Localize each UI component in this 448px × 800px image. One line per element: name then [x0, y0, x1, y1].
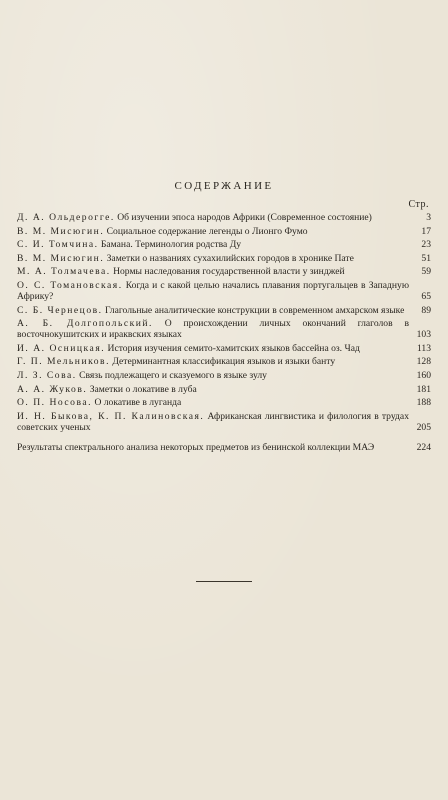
toc-title: Когда и с какой целью начались плавания португальцев в Западную Африку? [17, 279, 410, 302]
toc-title: О локативе в луганда [94, 397, 182, 409]
toc-entry[interactable] [17, 384, 431, 395]
toc-page-number: 3 [426, 212, 431, 223]
toc-entry[interactable] [17, 356, 431, 367]
toc-author: Г. П. Мельников. [17, 356, 110, 368]
toc-author: М. А. Толмачева. [17, 266, 111, 278]
toc-page-number: 113 [416, 342, 431, 354]
toc-title: Детерминантная классификация языков и языки банту [112, 356, 336, 368]
toc-title: Социальное содержание легенды о Лионго Фумо [106, 225, 308, 237]
toc-title: Бамана. Терминология родства Ду [100, 239, 242, 251]
toc-page-number: 59 [421, 266, 431, 278]
toc-title: Африканская лингвистика и филология в трудах советских ученых [17, 410, 409, 433]
toc-author: В. М. Мисюгин. [17, 225, 105, 237]
closing-rule [196, 581, 252, 582]
toc-author: И. Н. Быкова, К. П. Калиновская. [17, 410, 205, 422]
toc-page-number: 23 [421, 239, 431, 251]
toc-title: О происхождении личных окончаний глаголов в восточнокушитских и ираквских языках [17, 318, 409, 341]
toc-page-number: 160 [416, 369, 431, 381]
toc-page-number: 181 [416, 383, 431, 395]
toc-entry[interactable] [17, 253, 431, 264]
toc-author: А. Б. Долгопольский. [17, 318, 153, 330]
toc-entry[interactable] [17, 280, 431, 302]
toc-page-number: 224 [416, 441, 431, 453]
toc-title: История изучения семито-хамитских языков бассейна оз. Чад [107, 342, 360, 354]
toc-page-number: 51 [421, 252, 431, 264]
toc-page-number: 103 [416, 329, 431, 341]
toc-page-number: 188 [416, 397, 431, 409]
toc-entry[interactable] [17, 411, 431, 433]
page-column-label: Стр. [408, 199, 429, 210]
toc-entry[interactable] [17, 370, 431, 381]
toc-entry[interactable] [17, 343, 431, 354]
toc-entry[interactable] [17, 226, 431, 237]
toc-entry[interactable] [17, 239, 431, 250]
toc-title: Об изучении эпоса народов Африки (Современное состояние) [117, 212, 372, 223]
toc-page-number: 17 [421, 225, 431, 237]
page-title: СОДЕРЖАНИЕ [174, 180, 274, 192]
toc-author: О. П. Носова. [17, 397, 93, 409]
toc-title: Нормы наследования государственной власти у зинджей [113, 266, 345, 278]
toc-entry[interactable] [17, 266, 431, 277]
toc-author: А. А. Жуков. [17, 383, 88, 395]
toc-entry[interactable] [17, 212, 431, 223]
toc-page-number: 65 [421, 290, 431, 302]
toc-entry[interactable] [17, 318, 431, 340]
toc-entry[interactable] [17, 397, 431, 408]
toc-author: В. М. Мисюгин. [17, 252, 105, 264]
toc-title: Глагольные аналитические конструкции в современном амхарском языке [104, 304, 405, 316]
toc-page-number: 128 [416, 356, 431, 368]
toc-page-number: 89 [421, 304, 431, 316]
table-of-contents [17, 212, 431, 455]
toc-title: Результаты спектрального анализа некоторых предметов из бенинской коллекции МАЭ [17, 441, 375, 453]
toc-title: Заметки о названиях сухахилийских городов в хронике Пате [106, 252, 354, 264]
toc-author: С. Б. Чернецов. [17, 304, 103, 316]
toc-title: Заметки о локативе в луба [89, 383, 197, 395]
toc-author: С. И. Томчина. [17, 239, 99, 251]
toc-title: Связь подлежащего и сказуемого в языке зулу [79, 369, 267, 381]
toc-page-number: 205 [416, 421, 431, 433]
toc-entry[interactable] [17, 305, 431, 316]
toc-entry[interactable] [17, 442, 431, 453]
toc-author: Д. А. Ольдерогге. [17, 212, 115, 223]
toc-author: О. С. Томановская. [17, 279, 123, 291]
toc-author: Л. З. Сова. [17, 369, 77, 381]
toc-author: И. А. Осницкая. [17, 342, 106, 354]
